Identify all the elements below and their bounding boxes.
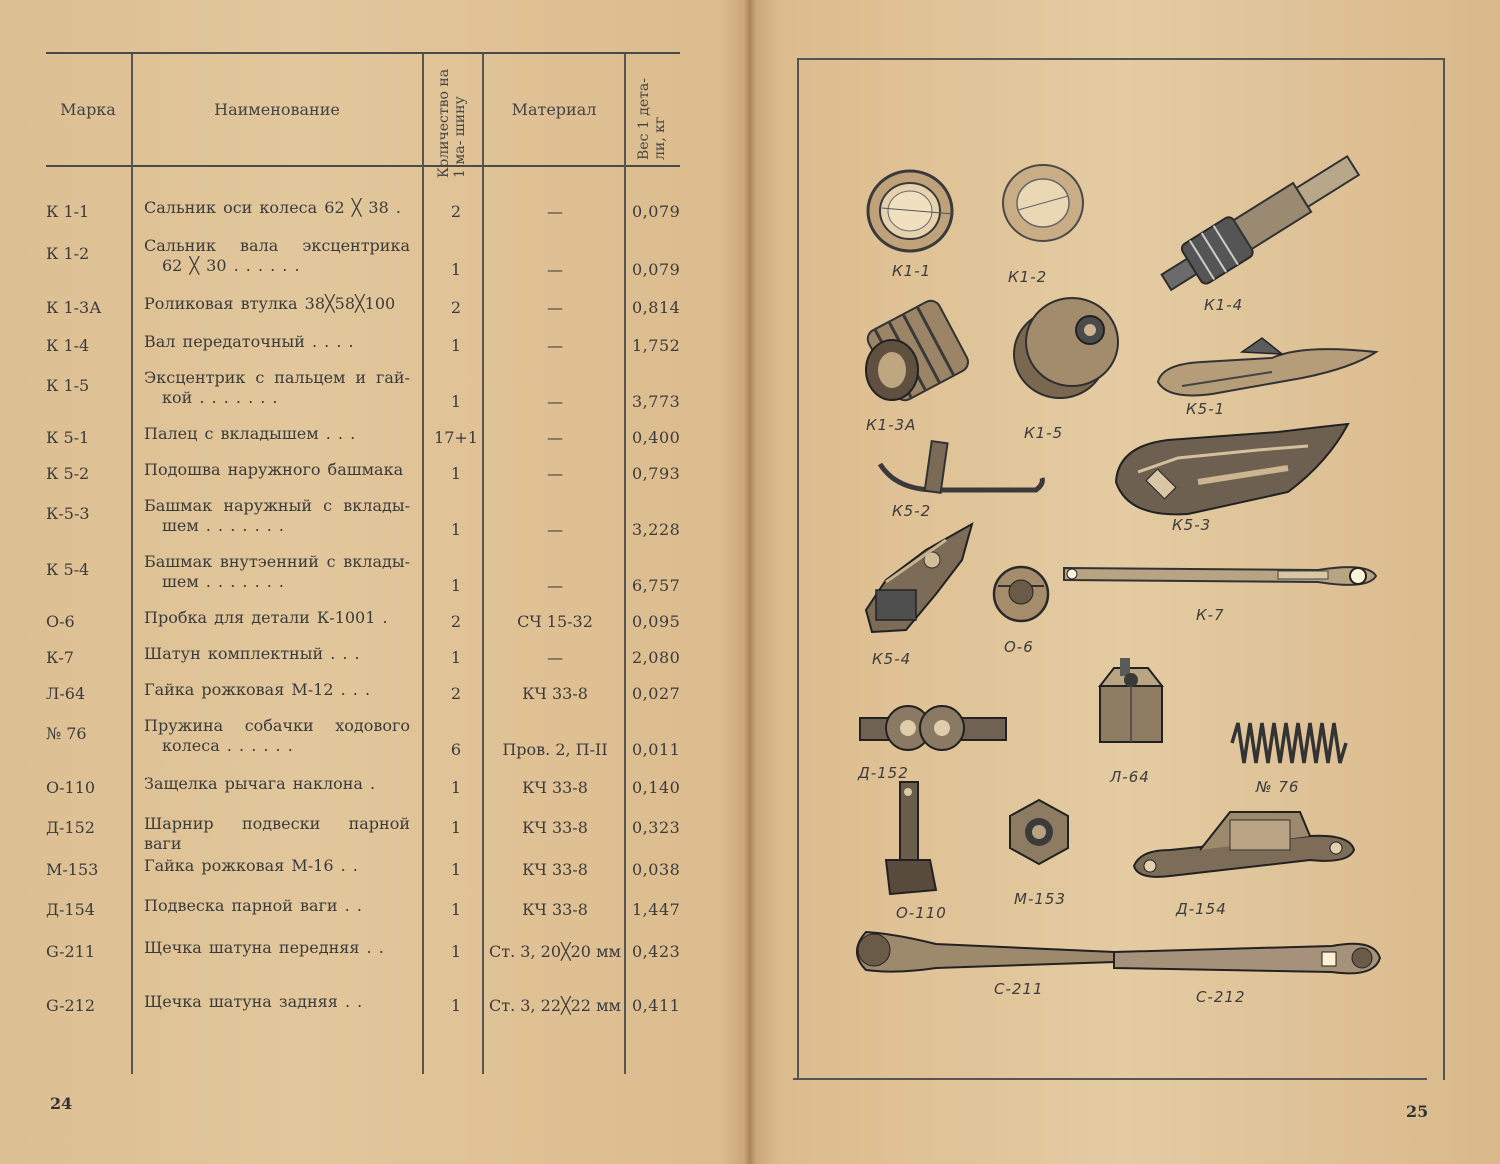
page-number-right: 25 [1406, 1102, 1429, 1121]
caption-k5-4: К5-4 [872, 650, 912, 668]
row-material: Ст. 3, 22╳22 мм [489, 996, 621, 1015]
row-name-line: Шарнир подвески парной ваги [144, 814, 410, 853]
row-mark: К 5-1 [46, 428, 90, 447]
row-weight: 0,011 [632, 740, 681, 759]
row-mark: К 5-2 [46, 464, 90, 483]
rod-cheek-c-211-icon [846, 926, 1116, 976]
column-divider [422, 54, 424, 1074]
row-name-line: Щечка шатуна задняя . . [144, 992, 363, 1011]
row-material: — [547, 520, 563, 539]
row-quantity: 1 [450, 336, 462, 355]
row-mark: О-6 [46, 612, 75, 631]
row-quantity: 1 [450, 260, 462, 279]
caption-k5-1: К5-1 [1186, 400, 1226, 418]
row-material: КЧ 33-8 [522, 860, 588, 879]
row-weight: 0,323 [632, 818, 681, 837]
row-name-line: Вал передаточный . . . . [144, 332, 354, 351]
caption-o-6: О-6 [1004, 638, 1034, 656]
row-name [144, 496, 410, 536]
row-mark: М-153 [46, 860, 99, 879]
row-quantity: 1 [450, 996, 462, 1015]
row-material: КЧ 33-8 [522, 778, 588, 797]
header-name: Наименование [214, 100, 340, 119]
row-mark: К 5-4 [46, 560, 90, 579]
row-weight: 1,752 [632, 336, 681, 355]
row-material: КЧ 33-8 [522, 818, 588, 837]
seal-ring-k1-2-icon [998, 160, 1088, 246]
row-weight: 0,793 [632, 464, 681, 483]
row-material: — [547, 298, 563, 317]
row-quantity: 1 [450, 576, 462, 595]
row-quantity: 1 [450, 900, 462, 919]
row-material: — [547, 336, 563, 355]
row-name-line: шем . . . . . . . [162, 572, 284, 591]
row-quantity: 1 [450, 818, 462, 837]
row-mark: G-212 [46, 996, 96, 1015]
castle-nut-l-64-icon [1092, 656, 1170, 752]
column-divider [624, 54, 626, 1074]
row-name-line: Подвеска парной ваги . . [144, 896, 362, 915]
transmission-shaft-k1-4-icon [1140, 152, 1376, 298]
row-name-line: Эксцентрик с пальцем и гай- [144, 368, 410, 387]
row-name-line: Башмак внутэенний с вклады- [144, 552, 410, 571]
caption-k1-5: К1-5 [1024, 424, 1064, 442]
row-name [144, 608, 410, 628]
caption-c-211: С-211 [994, 980, 1044, 998]
row-mark: К 1-4 [46, 336, 90, 355]
row-name-line: Палец с вкладышем . . . [144, 424, 356, 443]
caption-k1-3a: К1-3А [866, 416, 917, 434]
row-material: КЧ 33-8 [522, 900, 588, 919]
caption-k1-4: К1-4 [1204, 296, 1244, 314]
page-number-left: 24 [50, 1094, 73, 1113]
row-mark: О-110 [46, 778, 96, 797]
row-weight: 3,773 [632, 392, 681, 411]
caption-l-64: Л-64 [1110, 768, 1150, 786]
row-name [144, 992, 410, 1012]
row-mark: К-7 [46, 648, 74, 667]
row-quantity: 1 [450, 778, 462, 797]
row-material: — [547, 428, 563, 447]
row-mark: Д-154 [46, 900, 95, 919]
row-quantity: 1 [450, 464, 462, 483]
row-name-line: Щечка шатуна передняя . . [144, 938, 384, 957]
row-name-line: 62 ╳ 30 . . . . . . [162, 256, 300, 275]
caption-d-154: Д-154 [1176, 900, 1227, 918]
suspension-d-154-icon [1130, 806, 1358, 888]
row-name-line: Шатун комплектный . . . [144, 644, 360, 663]
row-mark: G-211 [46, 942, 96, 961]
row-weight: 1,447 [632, 900, 681, 919]
caption-d-152: Д-152 [858, 764, 909, 782]
row-name-line: Сальник вала эксцентрика [144, 236, 410, 255]
row-name [144, 774, 410, 794]
row-mark: К 1-1 [46, 202, 90, 221]
spring-n-76-icon [1228, 718, 1350, 768]
row-name-line: колеса . . . . . . [162, 736, 293, 755]
row-name [144, 236, 410, 276]
row-material: — [547, 464, 563, 483]
caption-o-110: О-110 [896, 904, 947, 922]
row-quantity: 2 [450, 202, 462, 221]
row-name-line: Пружина собачки ходового [144, 716, 410, 735]
row-name-line: шем . . . . . . . [162, 516, 284, 535]
row-name [144, 856, 410, 876]
row-material: Пров. 2, П-II [502, 740, 608, 759]
row-name-line: Подошва наружного башмака [144, 460, 404, 479]
row-quantity: 17+1 [434, 428, 478, 447]
row-name [144, 552, 410, 592]
outer-shoe-k5-3-icon [1108, 422, 1352, 518]
caption-n-76: № 76 [1256, 778, 1300, 796]
caption-m-153: М-153 [1014, 890, 1066, 908]
row-weight: 0,423 [632, 942, 681, 961]
header-mark: Марка [60, 100, 116, 119]
row-name [144, 332, 410, 352]
row-material: Ст. 3, 20╳20 мм [489, 942, 621, 961]
row-mark: Д-152 [46, 818, 95, 837]
plug-o-6-icon [990, 562, 1052, 624]
row-quantity: 1 [450, 648, 462, 667]
row-name-line: Гайка рожковая М-16 . . [144, 856, 358, 875]
row-name-line: Защелка рычага наклона . [144, 774, 376, 793]
row-name-line: Башмак наружный с вклады- [144, 496, 410, 515]
row-quantity: 2 [450, 298, 462, 317]
row-weight: 0,814 [632, 298, 681, 317]
row-weight: 6,757 [632, 576, 681, 595]
row-mark: № 76 [46, 724, 87, 743]
row-material: — [547, 576, 563, 595]
row-mark: К 1-3А [46, 298, 102, 317]
column-divider [482, 54, 484, 1074]
row-name-line: Сальник оси колеса 62 ╳ 38 . [144, 198, 401, 217]
row-material: КЧ 33-8 [522, 684, 588, 703]
latch-o-110-icon [880, 778, 942, 900]
row-name-line: кой . . . . . . . [162, 388, 278, 407]
row-mark: Л-64 [46, 684, 86, 703]
row-weight: 0,079 [632, 202, 681, 221]
row-name [144, 938, 410, 958]
hinge-d-152-icon [858, 700, 1008, 756]
row-weight: 0,095 [632, 612, 681, 631]
row-quantity: 1 [450, 860, 462, 879]
caption-k5-2: К5-2 [892, 502, 932, 520]
row-weight: 0,400 [632, 428, 681, 447]
table-top-rule [46, 52, 680, 54]
table-header-rule [46, 165, 680, 167]
figure-bottom-rule [793, 1078, 1427, 1080]
caption-c-212: С-212 [1196, 988, 1246, 1006]
row-material: — [547, 392, 563, 411]
row-mark: К 1-2 [46, 244, 90, 263]
row-name [144, 368, 410, 408]
row-name [144, 680, 410, 700]
roller-bushing-k1-3a-icon [858, 292, 976, 410]
row-name-line: Гайка рожковая М-12 . . . [144, 680, 371, 699]
row-material: — [547, 648, 563, 667]
row-material: СЧ 15-32 [517, 612, 593, 631]
row-name [144, 896, 410, 916]
row-name [144, 644, 410, 664]
row-quantity: 2 [450, 612, 462, 631]
row-name-line: Пробка для детали К-1001 . [144, 608, 388, 627]
row-quantity: 1 [450, 392, 462, 411]
outer-shoe-sole-k5-2-icon [876, 438, 1048, 502]
row-name [144, 814, 410, 854]
page-fold [744, 0, 756, 1164]
header-qty: Количество на 1 ма- шину [436, 68, 468, 178]
row-weight: 3,228 [632, 520, 681, 539]
row-weight: 0,140 [632, 778, 681, 797]
row-name [144, 424, 410, 444]
nut-m-153-icon [1004, 796, 1074, 868]
inner-shoe-k5-4-icon [856, 520, 980, 636]
row-weight: 0,079 [632, 260, 681, 279]
row-weight: 0,027 [632, 684, 681, 703]
caption-k5-3: К5-3 [1172, 516, 1212, 534]
caption-k-7: К-7 [1196, 606, 1225, 624]
row-mark: К-5-3 [46, 504, 90, 523]
row-quantity: 2 [450, 684, 462, 703]
rod-cheek-c-212-icon [1112, 936, 1384, 982]
row-material: — [547, 202, 563, 221]
row-material: — [547, 260, 563, 279]
header-material: Материал [511, 100, 597, 119]
row-weight: 2,080 [632, 648, 681, 667]
caption-k1-2: К1-2 [1008, 268, 1048, 286]
eccentric-k1-5-icon [1010, 292, 1124, 404]
caption-k1-1: К1-1 [892, 262, 932, 280]
seal-ring-k1-1-icon [862, 166, 958, 256]
row-name [144, 460, 410, 480]
row-quantity: 1 [450, 942, 462, 961]
row-mark: К 1-5 [46, 376, 90, 395]
row-name [144, 198, 410, 218]
row-weight: 0,411 [632, 996, 681, 1015]
row-quantity: 6 [450, 740, 462, 759]
pin-k5-1-icon [1152, 334, 1382, 404]
row-name-line: Роликовая втулка 38╳58╳100 [144, 294, 396, 313]
row-weight: 0,038 [632, 860, 681, 879]
row-name [144, 294, 410, 314]
row-quantity: 1 [450, 520, 462, 539]
row-name [144, 716, 410, 756]
header-weight: Вес 1 дета- ли, кг [636, 78, 668, 160]
connecting-rod-k-7-icon [1058, 558, 1382, 594]
column-divider [131, 54, 133, 1074]
